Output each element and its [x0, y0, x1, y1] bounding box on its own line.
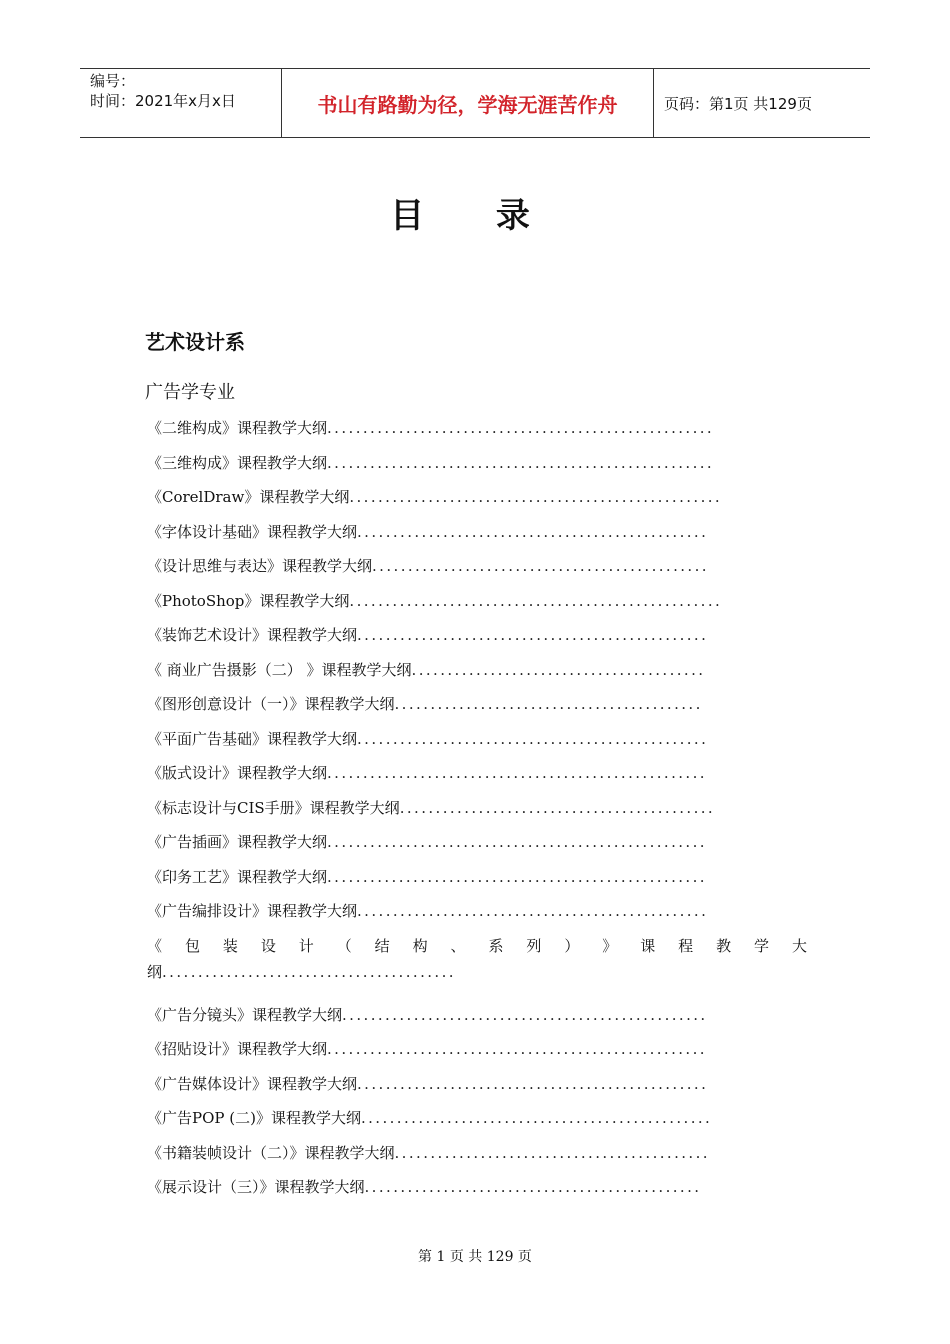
toc-entry[interactable] — [147, 484, 807, 519]
toc-entry-leader: ...................................................... — [327, 419, 715, 437]
major-heading: 广告学专业 — [145, 382, 235, 403]
toc-entry-title: 《版式设计》课程教学大纲 — [147, 764, 328, 782]
toc-entry-leader: ...................................................... — [327, 453, 715, 472]
toc-entry-leader: ........................................... — [394, 695, 703, 713]
toc-entry[interactable] — [147, 933, 807, 1002]
header-meta — [80, 69, 282, 137]
toc-entry-leader: ............................................ — [399, 798, 716, 817]
toc-entry-title: 《广告编排设计》课程教学大纲 — [147, 902, 358, 920]
toc-entry-title: 《展示设计（三）》课程教学大纲 — [147, 1178, 365, 1196]
toc-entry-title: 《三维构成》课程教学大纲 — [147, 453, 328, 472]
toc-entry-title: 《CorelDraw》课程教学大纲 — [147, 488, 350, 506]
toc-entry-title: 《印务工艺》课程教学大纲 — [147, 867, 328, 886]
toc-entry-leader: ................................................. — [357, 729, 709, 748]
toc-entry-title: 《 包 装 设 计 （ 结 构 、 系 列 ） 》 课 程 教 学 大 — [147, 936, 807, 955]
toc-entry[interactable] — [147, 864, 807, 899]
toc-entry-leader: ............................................... — [372, 557, 709, 575]
toc-entry[interactable] — [147, 622, 807, 657]
toc-entry[interactable] — [147, 1036, 807, 1071]
toc-entry-title: 《广告分镜头》课程教学大纲 — [147, 1005, 343, 1024]
document-time-label: 时间：2021年x月x日 — [90, 92, 236, 110]
toc-entry-leader: .................................................... — [349, 591, 723, 610]
toc-entry[interactable] — [147, 553, 807, 588]
document-number-label: 编号： — [90, 72, 136, 90]
toc-entry-title: 《广告媒体设计》课程教学大纲 — [147, 1074, 358, 1093]
toc-entry[interactable] — [147, 1002, 807, 1037]
toc-entry[interactable] — [147, 898, 807, 933]
toc-entry-leader: ......................................... — [411, 660, 706, 679]
toc-entry-title: 《PhotoShop》课程教学大纲 — [147, 591, 350, 610]
toc-entry-leader: ............................................ — [394, 1143, 710, 1162]
toc-entry-leader: ..................................................... — [327, 867, 707, 886]
header-page-number: 页码：第1页 共129页 — [664, 94, 812, 113]
page-footer: 第 1 页 共 129 页 — [418, 1249, 532, 1265]
header-motto: 书山有路勤为径，学海无涯苦作舟 — [282, 69, 654, 137]
toc-entry[interactable] — [147, 795, 807, 830]
toc-entry-title: 《装饰艺术设计》课程教学大纲 — [147, 626, 358, 644]
toc-entry-leader: ................................................. — [357, 626, 709, 644]
toc-entry[interactable] — [147, 450, 807, 485]
toc-entry-leader: ................................................. — [357, 1074, 709, 1093]
table-of-contents — [147, 415, 807, 1209]
toc-entry-leader: ............................................... — [364, 1178, 702, 1196]
toc-entry[interactable] — [147, 760, 807, 795]
page-title: 目 录 — [390, 196, 560, 236]
toc-entry[interactable] — [147, 1174, 807, 1209]
toc-entry[interactable] — [147, 519, 807, 554]
toc-entry[interactable] — [147, 1105, 807, 1140]
toc-entry-leader: ................................................. — [357, 902, 709, 920]
toc-entry[interactable] — [147, 1140, 807, 1175]
toc-entry[interactable] — [147, 657, 807, 692]
toc-entry-title: 《招贴设计》课程教学大纲 — [147, 1040, 328, 1058]
toc-entry-leader: .................................................... — [349, 488, 723, 506]
department-heading: 艺术设计系 — [145, 330, 245, 354]
toc-entry-title: 《 商业广告摄影（二） 》课程教学大纲 — [147, 660, 412, 679]
toc-entry-leader: ................................................. — [360, 1109, 713, 1127]
toc-entry[interactable] — [147, 415, 807, 450]
toc-entry-title-continued: 纲 — [147, 962, 163, 981]
toc-entry-leader: ..................................................... — [327, 764, 707, 782]
toc-entry-leader: ......................................... — [162, 962, 456, 981]
toc-entry-title: 《平面广告基础》课程教学大纲 — [147, 729, 358, 748]
toc-entry-title: 《广告插画》课程教学大纲 — [147, 833, 328, 851]
toc-entry[interactable] — [147, 588, 807, 623]
toc-entry-leader: ................................................... — [342, 1005, 708, 1024]
toc-entry-title: 《书籍装帧设计（二）》课程教学大纲 — [147, 1143, 395, 1162]
toc-entry-title: 《图形创意设计（一）》课程教学大纲 — [147, 695, 395, 713]
toc-entry-leader: ..................................................... — [327, 833, 707, 851]
toc-entry-title: 《二维构成》课程教学大纲 — [147, 419, 328, 437]
toc-entry-title: 《广告POP (二)》课程教学大纲 — [147, 1109, 361, 1127]
toc-entry[interactable] — [147, 829, 807, 864]
page-header — [80, 68, 870, 138]
toc-entry-leader: ..................................................... — [327, 1040, 707, 1058]
toc-entry-title: 《标志设计与CIS手册》课程教学大纲 — [147, 798, 400, 817]
toc-entry[interactable] — [147, 1071, 807, 1106]
toc-entry[interactable] — [147, 726, 807, 761]
toc-entry-title: 《字体设计基础》课程教学大纲 — [147, 522, 358, 541]
toc-entry[interactable] — [147, 691, 807, 726]
toc-entry-title: 《设计思维与表达》课程教学大纲 — [147, 557, 373, 575]
toc-entry-leader: ................................................. — [357, 522, 709, 541]
